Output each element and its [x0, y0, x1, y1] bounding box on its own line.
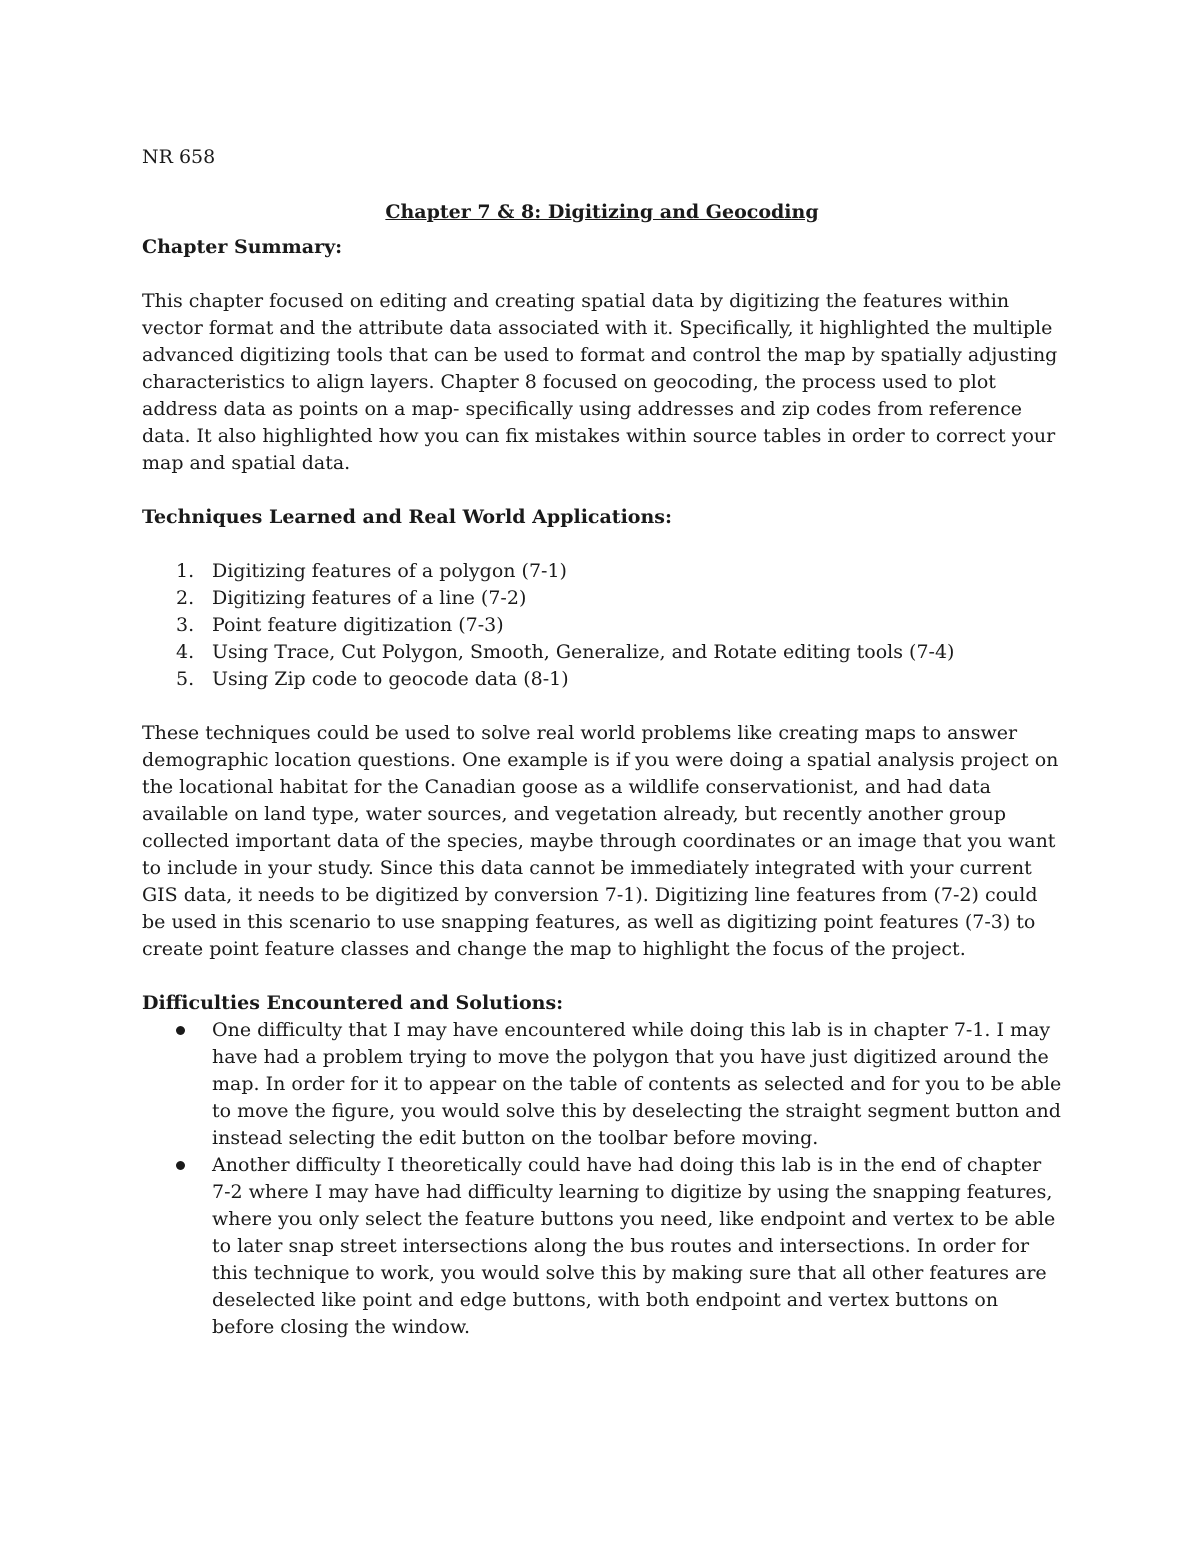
difficulty-text: Another difficulty I theoretically could have had doing this lab is in the end of chapter 7-2 where I may have had difficulty learning to digitize by using the snapping features, where you only select the feature buttons you need, like endpoint and vertex to be able to later snap street intersections along the bus routes and intersections. In order for this technique to work, you would solve this by making sure that all other features are deselected like point and edge buttons, with both endpoint and vertex buttons on before closing the window.	[212, 1154, 1056, 1338]
applications-paragraph: These techniques could be used to solve real world problems like creating maps to answer demographic location questions. One example is if you were doing a spatial analysis project on the locational habitat for the Canadian goose as a wildlife conservationist, and had data available on land type, water sources, and vegetation already, but recently another group collected important data of the species, maybe through coordinates or an image that you want to include in your study. Since this data cannot be immediately integrated with your current GIS data, it needs to be digitized by conversion 7-1). Digitizing line features from (7-2) could be used in this scenario to use snapping features, as well as digitizing point features (7-3) to create point feature classes and change the map to highlight the focus of the project.	[142, 722, 1059, 960]
difficulty-text: One difficulty that I may have encountered while doing this lab is in chapter 7-1. I may have had a problem trying to move the polygon that you have just digitized around the map. In order for it to appear on the table of contents as selected and for you to be able to move the figure, you would solve this by deselecting the straight segment button and instead selecting the edit button on the toolbar before moving.	[212, 1019, 1062, 1149]
technique-text: Digitizing features of a line (7-2)	[212, 587, 527, 609]
bullet-icon	[176, 1026, 185, 1035]
document-title: Chapter 7 & 8: Digitizing and Geocoding	[385, 201, 819, 223]
technique-text: Point feature digitization (7-3)	[212, 614, 504, 636]
technique-item	[142, 558, 1062, 585]
list-number: 1.	[176, 560, 195, 582]
difficulties-heading: Difficulties Encountered and Solutions:	[142, 992, 564, 1014]
techniques-list	[142, 558, 1062, 693]
techniques-heading: Techniques Learned and Real World Applications:	[142, 506, 672, 528]
technique-item	[142, 639, 1062, 666]
technique-text: Digitizing features of a polygon (7-1)	[212, 560, 567, 582]
summary-paragraph: This chapter focused on editing and creating spatial data by digitizing the features within vector format and the attribute data associated with it. Specifically, it highlighted the multiple advanced digitizing tools that can be used to format and control the map by spatially adjusting characteristics to align layers. Chapter 8 focused on geocoding, the process used to plot address data as points on a map- specifically using addresses and zip codes from reference data. It also highlighted how you can fix mistakes within source tables in order to correct your map and spatial data.	[142, 290, 1058, 474]
technique-text: Using Trace, Cut Polygon, Smooth, Generalize, and Rotate editing tools (7-4)	[212, 641, 955, 663]
list-number: 4.	[176, 641, 195, 663]
difficulty-item	[142, 1152, 1062, 1341]
difficulties-list	[142, 1017, 1062, 1341]
list-number: 3.	[176, 614, 195, 636]
list-number: 2.	[176, 587, 195, 609]
technique-item	[142, 666, 1062, 693]
difficulty-item	[142, 1017, 1062, 1152]
technique-item	[142, 585, 1062, 612]
summary-heading: Chapter Summary:	[142, 236, 343, 258]
technique-text: Using Zip code to geocode data (8-1)	[212, 668, 569, 690]
list-number: 5.	[176, 668, 195, 690]
course-code: NR 658	[142, 146, 216, 168]
technique-item	[142, 612, 1062, 639]
document-page	[142, 144, 1062, 1341]
bullet-icon	[176, 1161, 185, 1170]
